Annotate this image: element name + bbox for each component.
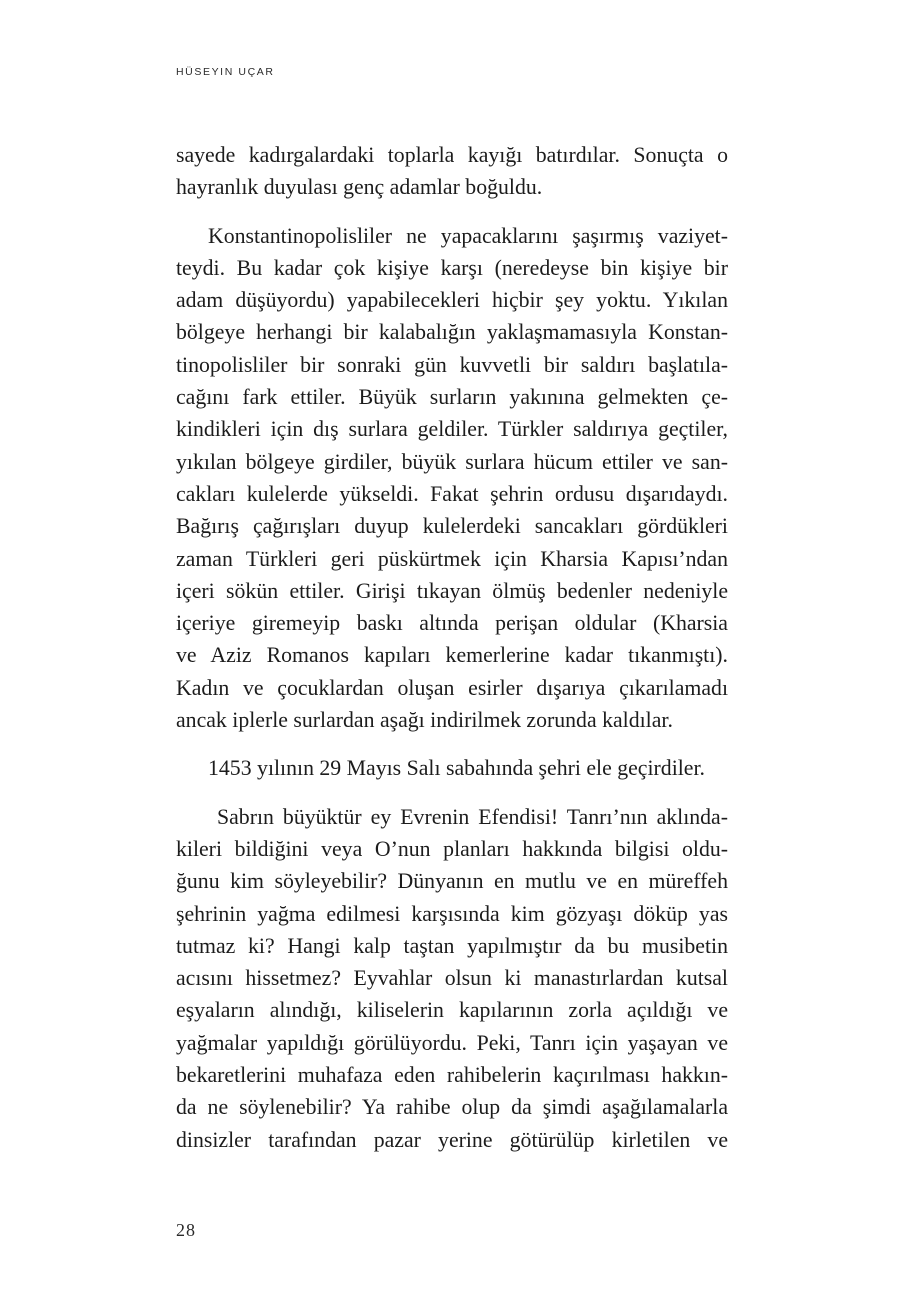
text-line: Konstantinopolisliler ne yapacaklarını şaşırmış vaziyet- [208,223,728,248]
text-line: acısını hissetmez? Eyvahlar olsun ki manastırlardan kutsal [176,966,728,991]
text-line: sayede kadırgalardaki toplarla kayığı batırdılar. Sonuçta o [176,143,728,167]
text-line: teydi. Bu kadar çok kişiye karşı (neredeyse bin kişiye bir [176,255,728,280]
text-line: kileri bildiğini veya O’nun planları hakkında bilgisi oldu- [176,836,728,861]
text-line: yıkılan bölgeye girdiler, büyük surlara hücum ettiler ve san- [176,449,728,474]
text-line: dinsizler tarafından pazar yerine götürülüp kirletilen ve [176,1127,728,1152]
text-line: kindikleri için dış surlara geldiler. Türkler saldırıya geçtiler, [176,417,728,442]
text-line: Sabrın büyüktür ey Evrenin Efendisi! Tanrı’nın aklında- [208,804,728,829]
text-line: tinopolisliler bir sonraki gün kuvvetli bir saldırı başlatıla- [176,352,728,377]
text-line: içeri sökün ettiler. Girişi tıkayan ölmüş bedenler nedeniyle [176,578,728,603]
text-line: bekaretlerini muhafaza eden rahibelerin kaçırılması hakkın- [176,1063,728,1088]
text-line: yağmalar yapıldığı görülüyordu. Peki, Tanrı için yaşayan ve [176,1030,728,1055]
text-line: hayranlık duyulası genç adamlar boğuldu. [176,175,543,200]
paragraph [176,220,728,737]
text-line: şehrinin yağma edilmesi karşısında kim gözyaşı döküp yas [176,901,728,926]
text-line: cakları kulelerde yükseldi. Fakat şehrin ordusu dışarıdaydı. [176,481,728,506]
text-line: Kadın ve çocuklardan oluşan esirler dışarıya çıkarılamadı [176,675,728,700]
paragraph [176,139,728,204]
text-line: da ne söylenebilir? Ya rahibe olup da şimdi aşağılamalarla [176,1095,728,1120]
text-line: eşyaların alındığı, kiliselerin kapılarının zorla açıldığı ve [176,998,728,1023]
text-line: bölgeye herhangi bir kalabalığın yaklaşmamasıyla Konstan- [176,320,728,345]
text-line: 1453 yılının 29 Mayıs Salı sabahında şehri ele geçirdiler. [208,756,705,781]
paragraph [176,752,728,784]
text-line: zaman Türkleri geri püskürtmek için Kharsia Kapısı’ndan [176,546,728,571]
page-number: 28 [176,1220,196,1240]
text-line: cağını fark ettiler. Büyük surların yakınına gelmekten çe- [176,385,728,410]
text-line: adam düşüyordu) yapabilecekleri hiçbir şey yoktu. Yıkılan [176,288,728,313]
text-line: içeriye giremeyip baskı altında perişan oldular (Kharsia [176,611,728,636]
text-line: Bağırış çağırışları duyup kulelerdeki sancakları gördükleri [176,514,728,539]
text-line: ancak iplerle surlardan aşağı indirilmek zorunda kaldılar. [176,708,673,733]
text-line: ve Aziz Romanos kapıları kemerlerine kadar tıkanmıştı). [176,643,728,668]
body-text [176,139,728,1172]
running-head-author: HÜSEYIN UÇAR [176,66,275,78]
text-line: tutmaz ki? Hangi kalp taştan yapılmıştır da bu musibetin [176,933,728,958]
text-line: ğunu kim söyleyebilir? Dünyanın en mutlu ve en müreffeh [176,869,728,894]
paragraph [176,801,728,1156]
